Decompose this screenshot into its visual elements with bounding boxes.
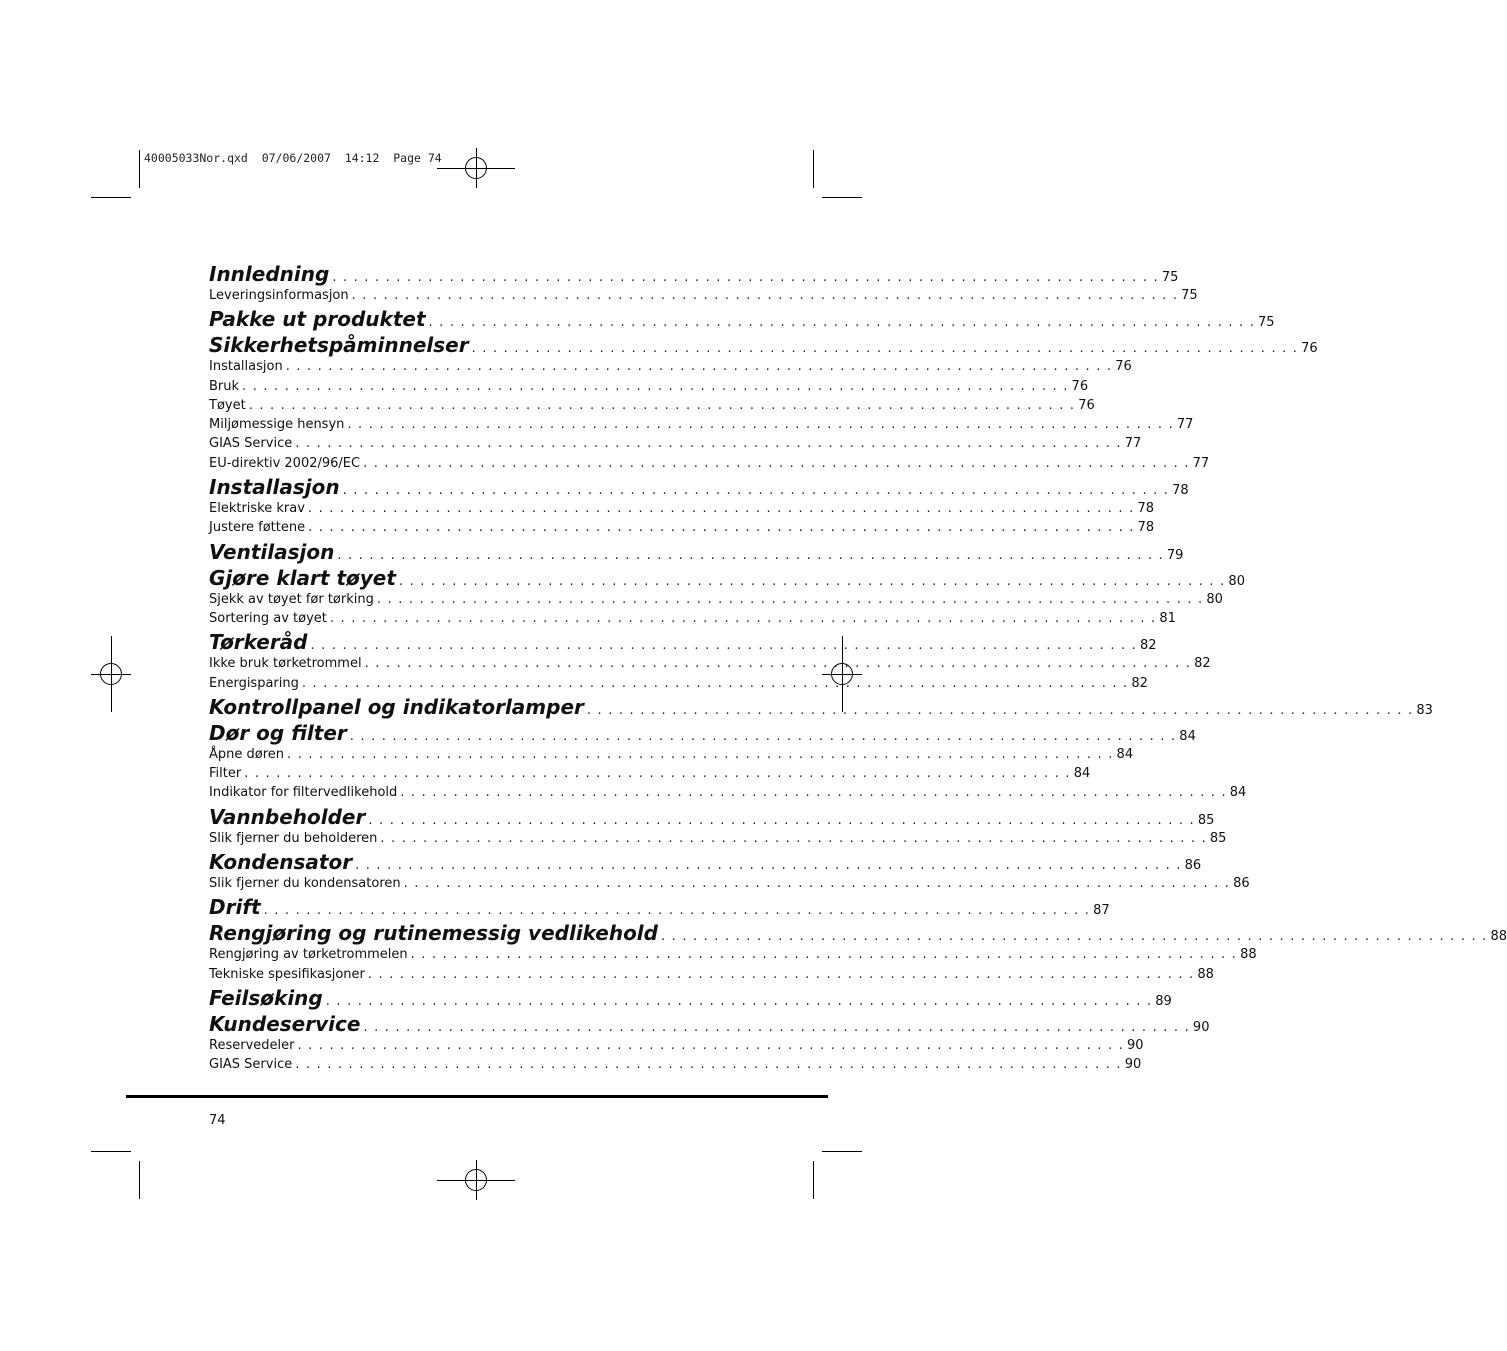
toc-page-number: 75 <box>1181 288 1198 303</box>
toc-title: Kondensator <box>209 850 353 875</box>
dot-leader: . . . . . . . . . . . . . . . . . . . . . . . . . . . . . . . . . . . . . . . . . . . . . . . . . . . . . . . . . . . . . . . . . . . . . . . . . . . . . . <box>363 455 1190 471</box>
toc-page-number: 88 <box>1240 947 1257 963</box>
dot-leader: . . . . . . . . . . . . . . . . . . . . . . . . . . . . . . . . . . . . . . . . . . . . . . . . . . . . . . . . . . . . . . . . . . . . . . . . . . . . . . <box>337 547 1164 563</box>
toc-title: Vannbeholder <box>209 804 366 829</box>
toc-title: Ikke bruk tørketrommel <box>209 656 362 672</box>
toc-page-number: 84 <box>1229 785 1247 801</box>
toc-title: Kontrollpanel og indikatorlamper <box>209 694 584 719</box>
toc-entry[interactable] <box>209 455 1210 475</box>
toc-page-number: 76 <box>1115 359 1132 375</box>
toc-entry[interactable] <box>209 966 1214 986</box>
crop-mark-top-left-v <box>139 150 140 188</box>
toc-title: Miljømessige hensyn <box>209 417 345 433</box>
dot-leader: . . . . . . . . . . . . . . . . . . . . . . . . . . . . . . . . . . . . . . . . . . . . . . . . . . . . . . . . . . . . . . . . . . . . . . . . . . . . . . <box>368 812 1195 828</box>
toc-title: Elektriske krav <box>209 501 305 517</box>
toc-entry[interactable] <box>209 378 1089 398</box>
crop-mark-bottom-left-h <box>91 1151 131 1152</box>
toc-page-number: 80 <box>1206 591 1223 607</box>
toc-title: Sortering av tøyet <box>209 610 327 626</box>
toc-title: Drift <box>209 895 261 920</box>
dot-leader: . . . . . . . . . . . . . . . . . . . . . . . . . . . . . . . . . . . . . . . . . . . . . . . . . . . . . . . . . . . . . . . . . . . . . . . . . . . . . . <box>349 728 1177 744</box>
toc-title: EU-direktiv 2002/96/EC <box>209 455 361 471</box>
dot-leader: . . . . . . . . . . . . . . . . . . . . . . . . . . . . . . . . . . . . . . . . . . . . . . . . . . . . . . . . . . . . . . . . . . . . . . . . . . . . . . <box>363 1019 1190 1035</box>
toc-page-number: 84 <box>1116 746 1134 762</box>
dot-leader: . . . . . . . . . . . . . . . . . . . . . . . . . . . . . . . . . . . . . . . . . . . . . . . . . . . . . . . . . . . . . . . . . . . . . . . . . . . . . . <box>660 929 1488 945</box>
toc-title: Rengjøring av tørketrommelen <box>209 947 408 963</box>
toc-page-number: 83 <box>1416 702 1433 718</box>
dot-leader: . . . . . . . . . . . . . . . . . . . . . . . . . . . . . . . . . . . . . . . . . . . . . . . . . . . . . . . . . . . . . . . . . . . . . . . . . . . . . . <box>295 1057 1122 1073</box>
toc-page-number: 78 <box>1137 501 1154 517</box>
toc-entry[interactable] <box>209 1037 1144 1057</box>
toc-title: Energisparing <box>209 675 299 691</box>
crop-mark-top-right-h <box>822 197 862 198</box>
toc-page-number: 78 <box>1172 483 1189 499</box>
toc-entry[interactable] <box>209 591 1223 611</box>
toc-heading[interactable] <box>209 333 1318 359</box>
toc-title: Bruk <box>209 378 240 394</box>
registration-mark-left-circle <box>100 663 122 685</box>
dot-leader: . . . . . . . . . . . . . . . . . . . . . . . . . . . . . . . . . . . . . . . . . . . . . . . . . . . . . . . . . . . . . . . . . . . . . . . . . . . . . . <box>342 483 1170 499</box>
toc-entry[interactable] <box>209 785 1247 804</box>
toc-heading[interactable] <box>209 262 1179 288</box>
toc-title: Sjekk av tøyet før tørking <box>209 591 374 607</box>
dot-leader: . . . . . . . . . . . . . . . . . . . . . . . . . . . . . . . . . . . . . . . . . . . . . . . . . . . . . . . . . . . . . . . . . . . . . . . . . . . . . . <box>351 288 1179 303</box>
crop-mark-bottom-right-h <box>822 1151 862 1152</box>
footer-rule <box>126 1095 828 1098</box>
toc-heading[interactable] <box>209 804 1215 831</box>
toc-heading[interactable] <box>209 694 1433 721</box>
toc-heading[interactable] <box>209 475 1189 501</box>
toc-entry[interactable] <box>209 397 1095 417</box>
toc-title: Slik fjerner du kondensatoren <box>209 876 401 892</box>
toc-title: Innledning <box>209 262 330 286</box>
toc-title: Installasjon <box>209 475 340 500</box>
page-number: 74 <box>209 1113 226 1128</box>
toc-page-number: 86 <box>1233 876 1250 892</box>
dot-leader: . . . . . . . . . . . . . . . . . . . . . . . . . . . . . . . . . . . . . . . . . . . . . . . . . . . . . . . . . . . . . . . . . . . . . . . . . . . . . . <box>403 876 1231 892</box>
toc-title: Indikator for filtervedlikehold <box>209 785 398 801</box>
dot-leader: . . . . . . . . . . . . . . . . . . . . . . . . . . . . . . . . . . . . . . . . . . . . . . . . . . . . . . . . . . . . . . . . . . . . . . . . . . . . . . <box>242 378 1069 394</box>
toc-title: Feilsøking <box>209 985 323 1010</box>
toc-page-number: 90 <box>1192 1019 1210 1035</box>
toc-page-number: 88 <box>1490 929 1507 945</box>
dot-leader: . . . . . . . . . . . . . . . . . . . . . . . . . . . . . . . . . . . . . . . . . . . . . . . . . . . . . . . . . . . . . . . . . . . . . . . . . . . . . . <box>285 359 1113 375</box>
toc-page-number: 79 <box>1166 547 1184 563</box>
dot-leader: . . . . . . . . . . . . . . . . . . . . . . . . . . . . . . . . . . . . . . . . . . . . . . . . . . . . . . . . . . . . . . . . . . . . . . . . . . . . . . <box>308 520 1135 536</box>
toc-page-number: 85 <box>1197 812 1215 828</box>
toc-page-number: 85 <box>1209 830 1227 846</box>
toc-title: Installasjon <box>209 359 283 375</box>
toc-page-number: 90 <box>1126 1037 1144 1053</box>
dot-leader: . . . . . . . . . . . . . . . . . . . . . . . . . . . . . . . . . . . . . . . . . . . . . . . . . . . . . . . . . . . . . . . . . . . . . . . . . . . . . . <box>471 341 1299 357</box>
toc-title: Gjøre klart tøyet <box>209 565 396 590</box>
dot-leader: . . . . . . . . . . . . . . . . . . . . . . . . . . . . . . . . . . . . . . . . . . . . . . . . . . . . . . . . . . . . . . . . . . . . . . . . . . . . . . <box>355 858 1182 874</box>
dot-leader: . . . . . . . . . . . . . . . . . . . . . . . . . . . . . . . . . . . . . . . . . . . . . . . . . . . . . . . . . . . . . . . . . . . . . . . . . . . . . . <box>248 397 1076 413</box>
toc-page-number: 75 <box>1258 315 1275 331</box>
dot-leader: . . . . . . . . . . . . . . . . . . . . . . . . . . . . . . . . . . . . . . . . . . . . . . . . . . . . . . . . . . . . . . . . . . . . . . . . . . . . . . <box>329 610 1157 626</box>
toc-page-number: 76 <box>1078 397 1095 413</box>
toc-page-number: 84 <box>1073 766 1091 782</box>
registration-mark-bottom-circle <box>465 1169 487 1191</box>
toc-page-number: 77 <box>1124 436 1142 452</box>
toc-title: Ventilasjon <box>209 539 335 564</box>
dot-leader: . . . . . . . . . . . . . . . . . . . . . . . . . . . . . . . . . . . . . . . . . . . . . . . . . . . . . . . . . . . . . . . . . . . . . . . . . . . . . . <box>376 591 1204 607</box>
toc-title: GIAS Service <box>209 436 293 452</box>
toc-page-number: 88 <box>1197 966 1214 982</box>
dot-leader: . . . . . . . . . . . . . . . . . . . . . . . . . . . . . . . . . . . . . . . . . . . . . . . . . . . . . . . . . . . . . . . . . . . . . . . . . . . . . . <box>297 1037 1124 1053</box>
toc-title: Leveringsinformasjon <box>209 288 349 303</box>
toc-heading[interactable] <box>209 1011 1210 1038</box>
toc-title: Rengjøring og rutinemessig vedlikehold <box>209 921 658 946</box>
registration-mark-top-circle <box>465 157 487 179</box>
toc-title: Filter <box>209 766 242 782</box>
dot-leader: . . . . . . . . . . . . . . . . . . . . . . . . . . . . . . . . . . . . . . . . . . . . . . . . . . . . . . . . . . . . . . . . . . . . . . . . . . . . . . <box>310 638 1138 654</box>
toc-heading[interactable] <box>209 895 1110 921</box>
dot-leader: . . . . . . . . . . . . . . . . . . . . . . . . . . . . . . . . . . . . . . . . . . . . . . . . . . . . . . . . . . . . . . . . . . . . . . . . . . . . . . <box>332 270 1159 285</box>
toc-title: Dør og filter <box>209 720 347 745</box>
toc-heading[interactable] <box>209 720 1196 747</box>
dot-leader: . . . . . . . . . . . . . . . . . . . . . . . . . . . . . . . . . . . . . . . . . . . . . . . . . . . . . . . . . . . . . . . . . . . . . . . . . . . . . . <box>325 993 1153 1009</box>
toc-page-number: 77 <box>1176 417 1194 433</box>
table-of-contents <box>209 262 1507 1077</box>
toc-heading[interactable] <box>209 630 1157 656</box>
toc-page-number: 82 <box>1194 656 1211 672</box>
toc-entry[interactable] <box>209 746 1134 766</box>
toc-page-number: 78 <box>1137 520 1155 536</box>
toc-title: Pakke ut produktet <box>209 307 426 332</box>
dot-leader: . . . . . . . . . . . . . . . . . . . . . . . . . . . . . . . . . . . . . . . . . . . . . . . . . . . . . . . . . . . . . . . . . . . . . . . . . . . . . . <box>428 315 1256 331</box>
dot-leader: . . . . . . . . . . . . . . . . . . . . . . . . . . . . . . . . . . . . . . . . . . . . . . . . . . . . . . . . . . . . . . . . . . . . . . . . . . . . . . <box>347 417 1174 433</box>
dot-leader: . . . . . . . . . . . . . . . . . . . . . . . . . . . . . . . . . . . . . . . . . . . . . . . . . . . . . . . . . . . . . . . . . . . . . . . . . . . . . . <box>367 966 1195 982</box>
dot-leader: . . . . . . . . . . . . . . . . . . . . . . . . . . . . . . . . . . . . . . . . . . . . . . . . . . . . . . . . . . . . . . . . . . . . . . . . . . . . . . <box>301 675 1129 691</box>
toc-title: Slik fjerner du beholderen <box>209 830 378 846</box>
toc-title: GIAS Service <box>209 1057 293 1073</box>
toc-entry[interactable] <box>209 610 1176 630</box>
toc-page-number: 89 <box>1155 993 1172 1009</box>
toc-entry[interactable] <box>209 675 1148 695</box>
toc-entry[interactable] <box>209 436 1142 455</box>
dot-leader: . . . . . . . . . . . . . . . . . . . . . . . . . . . . . . . . . . . . . . . . . . . . . . . . . . . . . . . . . . . . . . . . . . . . . . . . . . . . . . <box>307 501 1135 517</box>
dot-leader: . . . . . . . . . . . . . . . . . . . . . . . . . . . . . . . . . . . . . . . . . . . . . . . . . . . . . . . . . . . . . . . . . . . . . . . . . . . . . . <box>263 903 1091 919</box>
toc-entry[interactable] <box>209 520 1155 539</box>
toc-title: Reservedeler <box>209 1037 295 1053</box>
toc-entry[interactable] <box>209 501 1154 520</box>
toc-entry[interactable] <box>209 288 1198 307</box>
toc-page-number: 75 <box>1161 270 1179 285</box>
toc-title: Åpne døren <box>209 746 285 762</box>
dot-leader: . . . . . . . . . . . . . . . . . . . . . . . . . . . . . . . . . . . . . . . . . . . . . . . . . . . . . . . . . . . . . . . . . . . . . . . . . . . . . . <box>410 947 1238 963</box>
toc-heading[interactable] <box>209 565 1245 592</box>
dot-leader: . . . . . . . . . . . . . . . . . . . . . . . . . . . . . . . . . . . . . . . . . . . . . . . . . . . . . . . . . . . . . . . . . . . . . . . . . . . . . . <box>295 436 1122 452</box>
print-slug: 40005033Nor.qxd 07/06/2007 14:12 Page 74 <box>144 151 442 165</box>
dot-leader: . . . . . . . . . . . . . . . . . . . . . . . . . . . . . . . . . . . . . . . . . . . . . . . . . . . . . . . . . . . . . . . . . . . . . . . . . . . . . . <box>380 830 1207 846</box>
dot-leader: . . . . . . . . . . . . . . . . . . . . . . . . . . . . . . . . . . . . . . . . . . . . . . . . . . . . . . . . . . . . . . . . . . . . . . . . . . . . . . <box>244 766 1071 782</box>
toc-page-number: 81 <box>1159 610 1176 626</box>
toc-entry[interactable] <box>209 830 1227 850</box>
toc-title: Kundeservice <box>209 1011 361 1036</box>
toc-page-number: 80 <box>1228 573 1245 589</box>
toc-heading[interactable] <box>209 307 1275 333</box>
dot-leader: . . . . . . . . . . . . . . . . . . . . . . . . . . . . . . . . . . . . . . . . . . . . . . . . . . . . . . . . . . . . . . . . . . . . . . . . . . . . . . <box>398 573 1226 589</box>
crop-mark-bottom-right-v <box>813 1161 814 1199</box>
crop-mark-top-left-h <box>91 197 131 198</box>
toc-page-number: 86 <box>1184 858 1202 874</box>
toc-entry[interactable] <box>209 359 1132 378</box>
dot-leader: . . . . . . . . . . . . . . . . . . . . . . . . . . . . . . . . . . . . . . . . . . . . . . . . . . . . . . . . . . . . . . . . . . . . . . . . . . . . . . <box>586 702 1414 718</box>
toc-page-number: 82 <box>1131 675 1148 691</box>
toc-entry[interactable] <box>209 656 1211 675</box>
toc-page-number: 90 <box>1124 1057 1142 1073</box>
crop-mark-bottom-left-v <box>139 1161 140 1199</box>
toc-heading[interactable] <box>209 539 1184 566</box>
toc-entry[interactable] <box>209 417 1194 436</box>
toc-page-number: 87 <box>1093 903 1110 919</box>
toc-heading[interactable] <box>209 921 1507 947</box>
toc-title: Sikkerhetspåminnelser <box>209 333 469 358</box>
toc-title: Tøyet <box>209 397 246 413</box>
toc-page-number: 84 <box>1179 728 1196 744</box>
toc-page-number: 76 <box>1071 378 1089 394</box>
toc-title: Justere føttene <box>209 520 306 536</box>
toc-page-number: 77 <box>1192 455 1210 471</box>
toc-entry[interactable] <box>209 876 1250 895</box>
dot-leader: . . . . . . . . . . . . . . . . . . . . . . . . . . . . . . . . . . . . . . . . . . . . . . . . . . . . . . . . . . . . . . . . . . . . . . . . . . . . . . <box>364 656 1192 672</box>
toc-heading[interactable] <box>209 850 1202 876</box>
toc-page-number: 82 <box>1140 638 1157 654</box>
toc-heading[interactable] <box>209 985 1172 1012</box>
toc-page-number: 76 <box>1301 341 1318 357</box>
toc-entry[interactable] <box>209 1057 1142 1076</box>
dot-leader: . . . . . . . . . . . . . . . . . . . . . . . . . . . . . . . . . . . . . . . . . . . . . . . . . . . . . . . . . . . . . . . . . . . . . . . . . . . . . . <box>400 785 1227 801</box>
dot-leader: . . . . . . . . . . . . . . . . . . . . . . . . . . . . . . . . . . . . . . . . . . . . . . . . . . . . . . . . . . . . . . . . . . . . . . . . . . . . . . <box>287 746 1114 762</box>
crop-mark-top-right-v <box>813 150 814 188</box>
toc-title: Tekniske spesifikasjoner <box>209 966 365 982</box>
toc-entry[interactable] <box>209 766 1091 785</box>
toc-entry[interactable] <box>209 947 1257 966</box>
toc-title: Tørkeråd <box>209 630 308 655</box>
